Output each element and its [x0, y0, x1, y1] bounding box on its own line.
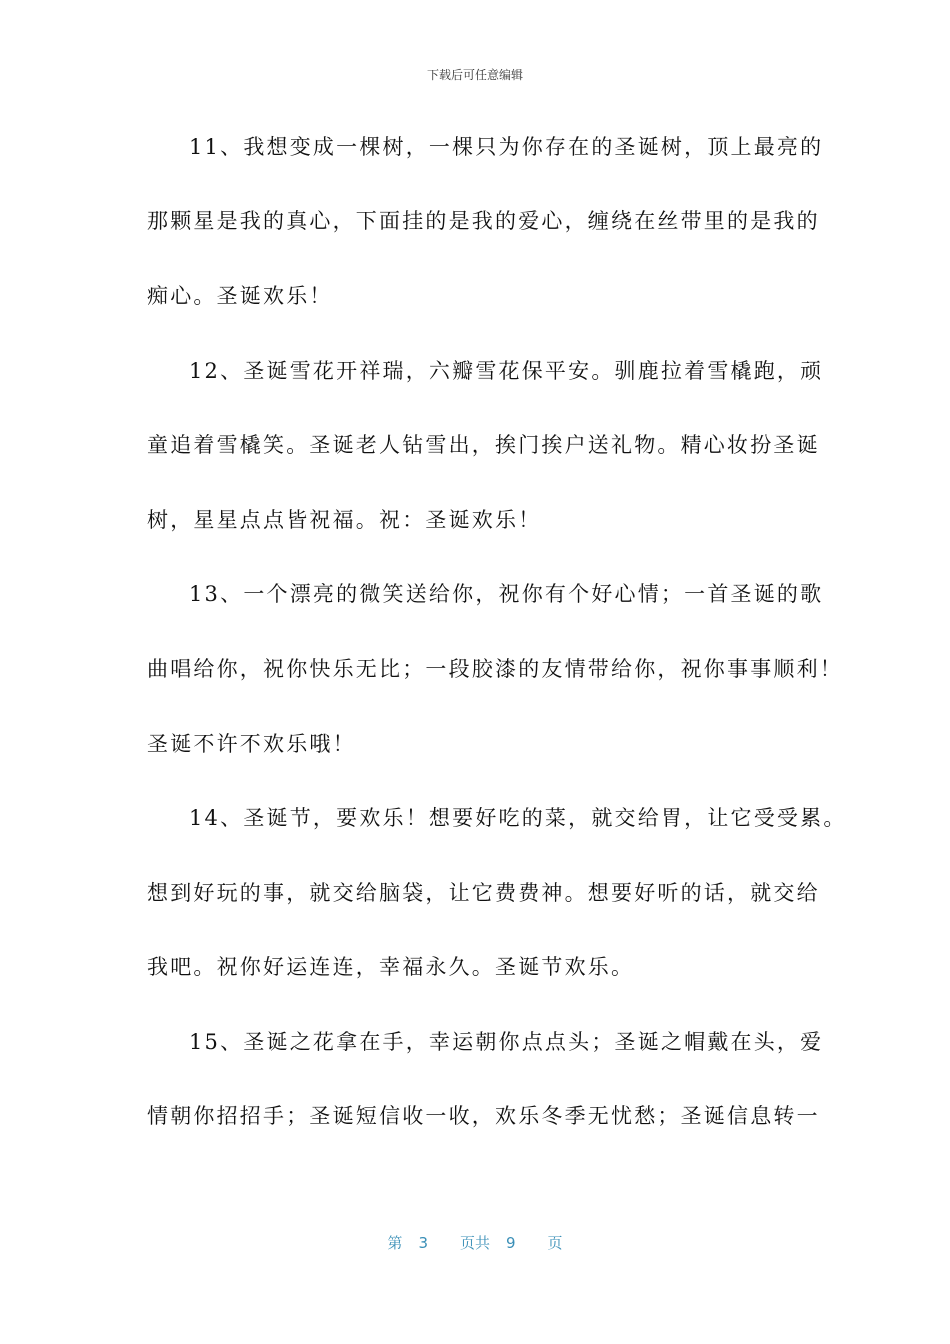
footer-suffix: 页: [547, 1234, 563, 1252]
paragraph-13-line-1: 13、一个漂亮的微笑送给你，祝你有个好心情；一首圣诞的歌: [189, 582, 824, 606]
paragraph-12-line-2: 童追着雪橇笑。圣诞老人钻雪出，挨门挨户送礼物。精心妆扮圣诞: [147, 433, 820, 457]
paragraph-15-line-2: 情朝你招招手；圣诞短信收一收，欢乐冬季无忧愁；圣诞信息转一: [147, 1104, 820, 1128]
paragraph-13-line-2: 曲唱给你，祝你快乐无比；一段胶漆的友情带给你，祝你事事顺利！: [147, 657, 843, 681]
footer-middle: 页共: [459, 1234, 490, 1252]
paragraph-12-line-3: 树，星星点点皆祝福。祝：圣诞欢乐！: [147, 508, 542, 532]
footer-prefix: 第: [387, 1234, 403, 1252]
paragraph-13-line-3: 圣诞不许不欢乐哦！: [147, 732, 356, 756]
paragraph-11-line-2: 那颗星是我的真心，下面挂的是我的爱心，缠绕在丝带里的是我的: [147, 209, 820, 233]
paragraph-15-line-1: 15、圣诞之花拿在手，幸运朝你点点头；圣诞之帽戴在头，爱: [189, 1030, 824, 1054]
header-note: 下载后可任意编辑: [426, 68, 523, 82]
paragraph-14-line-1: 14、圣诞节，要欢乐！想要好吃的菜，就交给胃，让它受受累。: [189, 806, 847, 830]
paragraph-12-line-1: 12、圣诞雪花开祥瑞，六瓣雪花保平安。驯鹿拉着雪橇跑，顽: [189, 359, 824, 383]
paragraph-14-line-3: 我吧。祝你好运连连，幸福永久。圣诞节欢乐。: [147, 955, 635, 979]
paragraph-11-line-3: 痴心。圣诞欢乐！: [147, 284, 333, 308]
page-footer: [0, 1232, 950, 1253]
total-pages-number: 9: [506, 1234, 516, 1252]
current-page-number: 3: [418, 1234, 428, 1252]
paragraph-14-line-2: 想到好玩的事，就交给脑袋，让它费费神。想要好听的话，就交给: [147, 881, 820, 905]
paragraph-11-line-1: 11、我想变成一棵树，一棵只为你存在的圣诞树，顶上最亮的: [189, 135, 824, 159]
